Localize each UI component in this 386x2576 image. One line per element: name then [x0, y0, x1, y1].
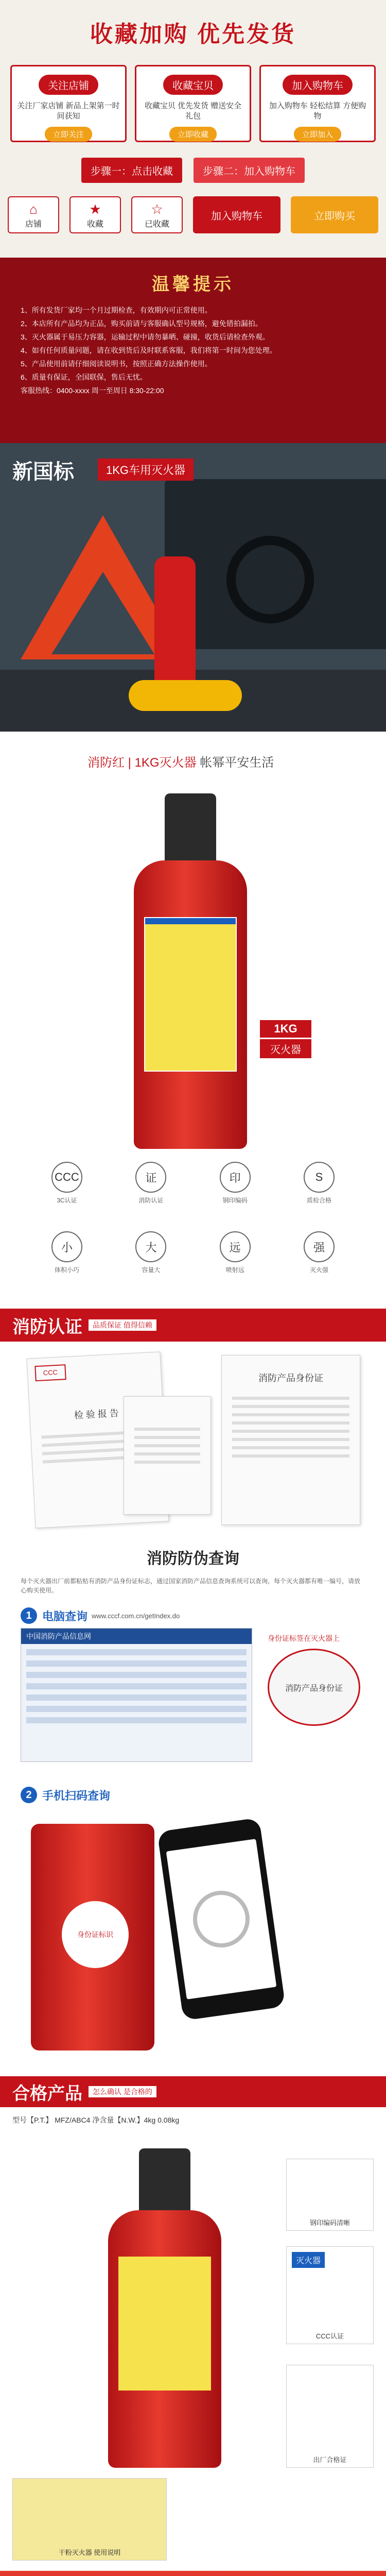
add-to-cart-button[interactable]: 加入购物车	[193, 196, 280, 233]
step-number: 2	[21, 1787, 37, 1803]
card-desc: 加入购物车 轻松结算 方便购物	[269, 101, 366, 121]
detail-box-stamp	[286, 2159, 374, 2231]
cylinder-bottom-image	[0, 2571, 386, 2576]
promo-cards	[0, 48, 386, 142]
extinguisher-valve	[165, 793, 216, 866]
promo-title: 收藏加购 优先发货	[90, 22, 296, 47]
feature-caption: 容量大	[142, 1266, 161, 1274]
promo-steps	[0, 158, 386, 183]
product-spec: 型号【P.T.】 MFZ/ABC4 净含量【N.W.】4kg 0.08kg	[12, 2116, 180, 2124]
website-rows	[21, 1644, 252, 1734]
notice-line: 3、灭火器属于易压力容器，运输过程中请勿暴晒、碰撞，收货后请检查外观。	[21, 333, 270, 341]
step-one: 步骤一：点击收藏	[81, 158, 182, 183]
intro-heading-gray: 帐幂平安生活	[200, 756, 274, 770]
feature-item	[41, 1162, 93, 1205]
notice-line: 1、所有发货厂家均一个月过期检查，有效期内可正常使用。	[21, 306, 212, 314]
feature-caption: 体积小巧	[54, 1266, 79, 1274]
qualified-title: 合格产品	[12, 2083, 82, 2104]
feature-item	[209, 1231, 261, 1274]
detail-caption: CCC认证	[315, 2332, 344, 2340]
id-doc-title: 消防产品身份证	[258, 1373, 323, 1383]
id-tag: 身份证标识	[62, 1901, 129, 1968]
note-text: 身份证标签在灭火器上	[268, 1634, 340, 1642]
extinguisher-closeup	[31, 1824, 154, 2050]
id-label-note	[268, 1633, 365, 1726]
kg-badge	[260, 1020, 311, 1058]
detail-box-label	[286, 2246, 374, 2344]
feature-item	[41, 1231, 93, 1274]
large-icon: 大	[135, 1231, 166, 1262]
step-number: 1	[21, 1607, 37, 1624]
feature-item	[125, 1162, 177, 1205]
website-screenshot	[21, 1628, 252, 1762]
ccc-stamp: CCC	[34, 1364, 66, 1381]
promo-actions	[0, 196, 386, 233]
card-desc: 关注厂家店铺 新品上架第一时间获知	[17, 101, 120, 121]
follow-store-card[interactable]	[10, 65, 127, 142]
stamp-icon: 印	[220, 1162, 251, 1193]
tow-rope-image	[129, 680, 242, 711]
quality-icon: S	[304, 1162, 335, 1193]
anti-fake-query-section	[0, 1535, 386, 2076]
feature-caption: 消防认证	[138, 1197, 164, 1204]
feature-item	[209, 1162, 261, 1205]
kg-number: 1KG	[260, 1020, 311, 1038]
notice-title: 温馨提示	[152, 275, 234, 294]
standard-label: 新国标	[12, 461, 74, 483]
notice-line: 5、产品使用前请仔细阅读说明书，按照正确方法操作使用。	[21, 360, 212, 368]
favorited-button[interactable]	[131, 196, 183, 233]
feature-caption: 质检合格	[306, 1197, 331, 1204]
promo-section	[0, 0, 386, 258]
card-chip: 加入购物车	[283, 75, 353, 95]
feature-item	[293, 1162, 345, 1205]
qualified-tag: 怎么确认 是合格的	[89, 2086, 156, 2097]
star-outline-icon: ☆	[151, 201, 163, 217]
extinguisher-label	[144, 917, 237, 1072]
buy-now-button[interactable]: 立即购买	[291, 196, 378, 233]
store-label: 店铺	[25, 220, 42, 229]
report-title: 检 验 报 告	[74, 1408, 119, 1421]
qualified-bar	[0, 2076, 386, 2107]
car-interior-image	[165, 479, 386, 649]
doc-lines	[134, 1428, 200, 1469]
query-title: 消防防伪查询	[147, 1550, 239, 1567]
favorite-button[interactable]: 立即收藏	[169, 127, 217, 142]
extinguisher-product-image	[103, 2148, 226, 2468]
feature-icons-section	[0, 1216, 386, 1309]
notice-line: 4、如有任何质量问题，请在收到货后及时联系客服，我们将第一时间为您处理。	[21, 346, 277, 354]
magnify-circle: 消防产品身份证	[268, 1649, 360, 1726]
label-strip	[145, 918, 236, 924]
phone-screen	[166, 1839, 277, 1999]
certification-title: 消防认证	[12, 1317, 82, 1337]
phone-image	[157, 1818, 286, 2021]
product-intro-section	[0, 732, 386, 1216]
steering-wheel	[226, 536, 314, 623]
standard-sub: 1KG车用灭火器	[98, 459, 194, 481]
certification-section	[0, 1309, 386, 1535]
kg-text: 灭火器	[260, 1039, 311, 1058]
notice-line: 6、质量有保证，全国联保，售后无忧。	[21, 373, 147, 381]
feature-caption: 3C认证	[57, 1197, 77, 1204]
qualified-product-section	[0, 2076, 386, 2576]
feature-icons-row	[41, 1162, 345, 1205]
certificate-doc	[124, 1396, 211, 1515]
feature-item	[293, 1231, 345, 1274]
store-button[interactable]	[8, 196, 59, 233]
favorite-label: 收藏	[86, 220, 103, 229]
feature-caption: 喷射远	[225, 1266, 244, 1274]
step-label: 电脑查询	[42, 1609, 88, 1623]
intro-heading	[87, 752, 274, 770]
step-two: 步骤二：加入购物车	[194, 158, 305, 183]
extinguisher-product-image	[124, 783, 257, 1154]
add-cart-button[interactable]: 立即加入	[294, 127, 341, 142]
feature-item	[125, 1231, 177, 1274]
query-step-pc	[0, 1607, 386, 1624]
warning-triangle-inner	[51, 572, 154, 654]
follow-button[interactable]: 立即关注	[45, 127, 92, 142]
notice-line: 2、本店所有产品均为正品，购买前请与客服确认型号规格，避免错拍漏拍。	[21, 319, 262, 328]
far-icon: 远	[220, 1231, 251, 1262]
favorite-item-card[interactable]	[135, 65, 251, 142]
doc-lines	[232, 1397, 349, 1463]
card-chip: 收藏宝贝	[163, 75, 223, 95]
add-to-cart-card[interactable]	[259, 65, 376, 142]
query-desc: 每个灭火器出厂前都粘贴有消防产品身份证标志，通过国家消防产品信息查询系统可以查询，每个灭火器都有唯一编号，请放心购买使用。	[21, 1578, 361, 1594]
store-icon: ⌂	[29, 201, 38, 217]
product-id-doc	[221, 1355, 360, 1525]
notice-section	[0, 258, 386, 443]
star-icon: ★	[89, 201, 101, 217]
certification-bar	[0, 1309, 386, 1342]
new-standard-banner	[0, 443, 386, 732]
detail-caption: 钢印编码清晰	[309, 2219, 350, 2227]
detail-tag: 灭火器	[292, 2252, 325, 2268]
feature-icons-row	[41, 1231, 345, 1274]
extinguisher-image	[154, 556, 196, 690]
website-title: 中国消防产品信息网	[21, 1629, 252, 1644]
query-url-link[interactable]: www.cccf.com.cn/getIndex.do	[92, 1612, 180, 1620]
favorited-label: 已收藏	[144, 220, 169, 229]
favorite-action-button[interactable]	[69, 196, 121, 233]
detail-caption: 干粉灭火器 使用说明	[58, 2549, 121, 2556]
card-chip: 关注店铺	[39, 75, 98, 95]
detail-caption: 出厂合格证	[313, 2456, 347, 2464]
scan-icon	[189, 1887, 253, 1951]
certification-tag: 品质保证 值得信赖	[89, 1319, 156, 1331]
extinguisher-label	[118, 2257, 211, 2391]
ccc-icon: CCC	[51, 1162, 82, 1193]
feature-caption: 灭火强	[309, 1266, 328, 1274]
small-icon: 小	[51, 1231, 82, 1262]
detail-box-cert	[286, 2365, 374, 2468]
detail-box-instructions	[12, 2478, 167, 2561]
strong-icon: 强	[304, 1231, 335, 1262]
card-desc: 收藏宝贝 优先发货 赠送安全礼包	[144, 101, 242, 121]
intro-heading-red: 消防红 | 1KG灭火器	[87, 756, 197, 770]
notice-contact: 客服热线：0400-xxxx 周一至周日 8:30-22:00	[21, 386, 164, 395]
feature-caption: 钢印编码	[222, 1197, 248, 1204]
certificate-icon: 证	[135, 1162, 166, 1193]
step-label: 手机扫码查询	[42, 1789, 111, 1802]
query-step-mobile	[0, 1787, 110, 1803]
extinguisher-valve	[139, 2148, 190, 2215]
